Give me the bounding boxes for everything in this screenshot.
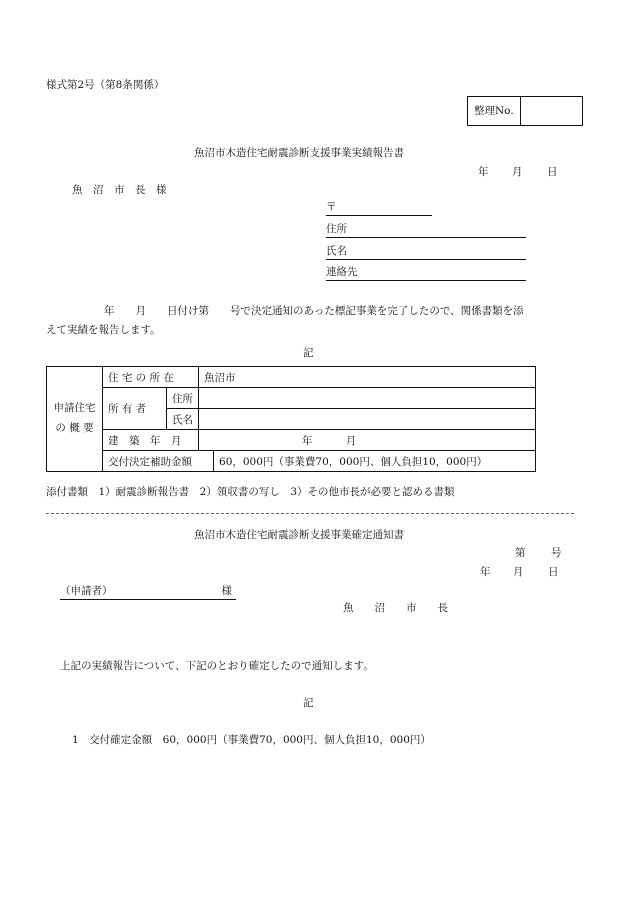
notice-date-year: 年: [480, 566, 491, 578]
subsidy-value: 60，000円（事業費70，000円、個人負担10，000円）: [214, 451, 536, 472]
location-label: 住 宅 の 所 在: [103, 367, 199, 388]
notice-title: 魚沼市木造住宅耐震診断支援事業確定通知書: [194, 529, 404, 541]
build-year: 年: [302, 434, 313, 447]
notice-body: 上記の実績報告について、下記のとおり確定したので通知します。: [60, 660, 374, 672]
table-row: [47, 430, 536, 451]
group-label-line2: の 概 要: [55, 422, 94, 434]
notice-applicant-sama: 様: [221, 585, 232, 597]
report-body-line2: えて実績を報告します。: [46, 324, 161, 336]
report-ki: 記: [303, 347, 314, 359]
report-date-month: 月: [512, 166, 523, 178]
reference-number-box: [467, 96, 583, 126]
table-row: [47, 367, 536, 388]
reference-number-divider: [520, 97, 521, 125]
location-value: 魚沼市: [199, 367, 536, 388]
form-label: 様式第2号（第8条関係）: [46, 79, 165, 91]
owner-address-value: [199, 388, 536, 409]
report-date-day: 日: [547, 166, 558, 178]
notice-mayor: 魚 沼 市 長: [343, 602, 448, 614]
owner-name-value: [199, 409, 536, 430]
cut-line: [46, 513, 574, 514]
applicant-contact-field: 連絡先: [326, 267, 526, 281]
report-title: 魚沼市木造住宅耐震診断支援事業実績報告書: [194, 147, 404, 159]
owner-address-label: 住所: [167, 388, 199, 409]
notice-number-dai: 第: [515, 547, 526, 559]
addressee: 魚 沼 市 長 様: [72, 184, 167, 196]
notice-number-go: 号: [551, 547, 562, 559]
build-date-label: 建 築 年 月: [103, 430, 199, 451]
applicant-address-field: 住所: [326, 224, 526, 238]
housing-summary-table: [46, 366, 536, 472]
notice-applicant-label: （申請者）: [60, 585, 113, 597]
notice-item-amount: 1 交付確定金額 60，000円（事業費70，000円、個人負担10，000円）: [72, 734, 431, 746]
table-row: [47, 388, 536, 409]
group-label-line1: 申請住宅: [53, 402, 96, 415]
report-date-year: 年: [478, 166, 489, 178]
build-month: 月: [345, 434, 357, 447]
build-date-value: [199, 430, 536, 451]
notice-ki: 記: [303, 697, 314, 709]
notice-date-month: 月: [513, 566, 524, 578]
owner-label: 所 有 者: [103, 388, 167, 430]
notice-applicant-line: [60, 586, 236, 600]
owner-name-label: 氏名: [167, 409, 199, 430]
housing-summary-group: [47, 367, 103, 472]
table-row: [47, 451, 536, 472]
subsidy-label: 交付決定補助金額: [103, 451, 214, 472]
postal-code-field: 〒: [326, 202, 432, 216]
applicant-name-field: 氏名: [326, 246, 526, 260]
report-body-line1: 年 月 日付け第 号で決定通知のあった標記事業を完了したので、関係書類を添: [104, 305, 524, 317]
attachments: 添付書類 1）耐震診断報告書 2）領収書の写し 3）その他市長が必要と認める書類: [46, 486, 455, 498]
reference-number-label: 整理No.: [474, 105, 514, 117]
notice-date-day: 日: [548, 566, 559, 578]
